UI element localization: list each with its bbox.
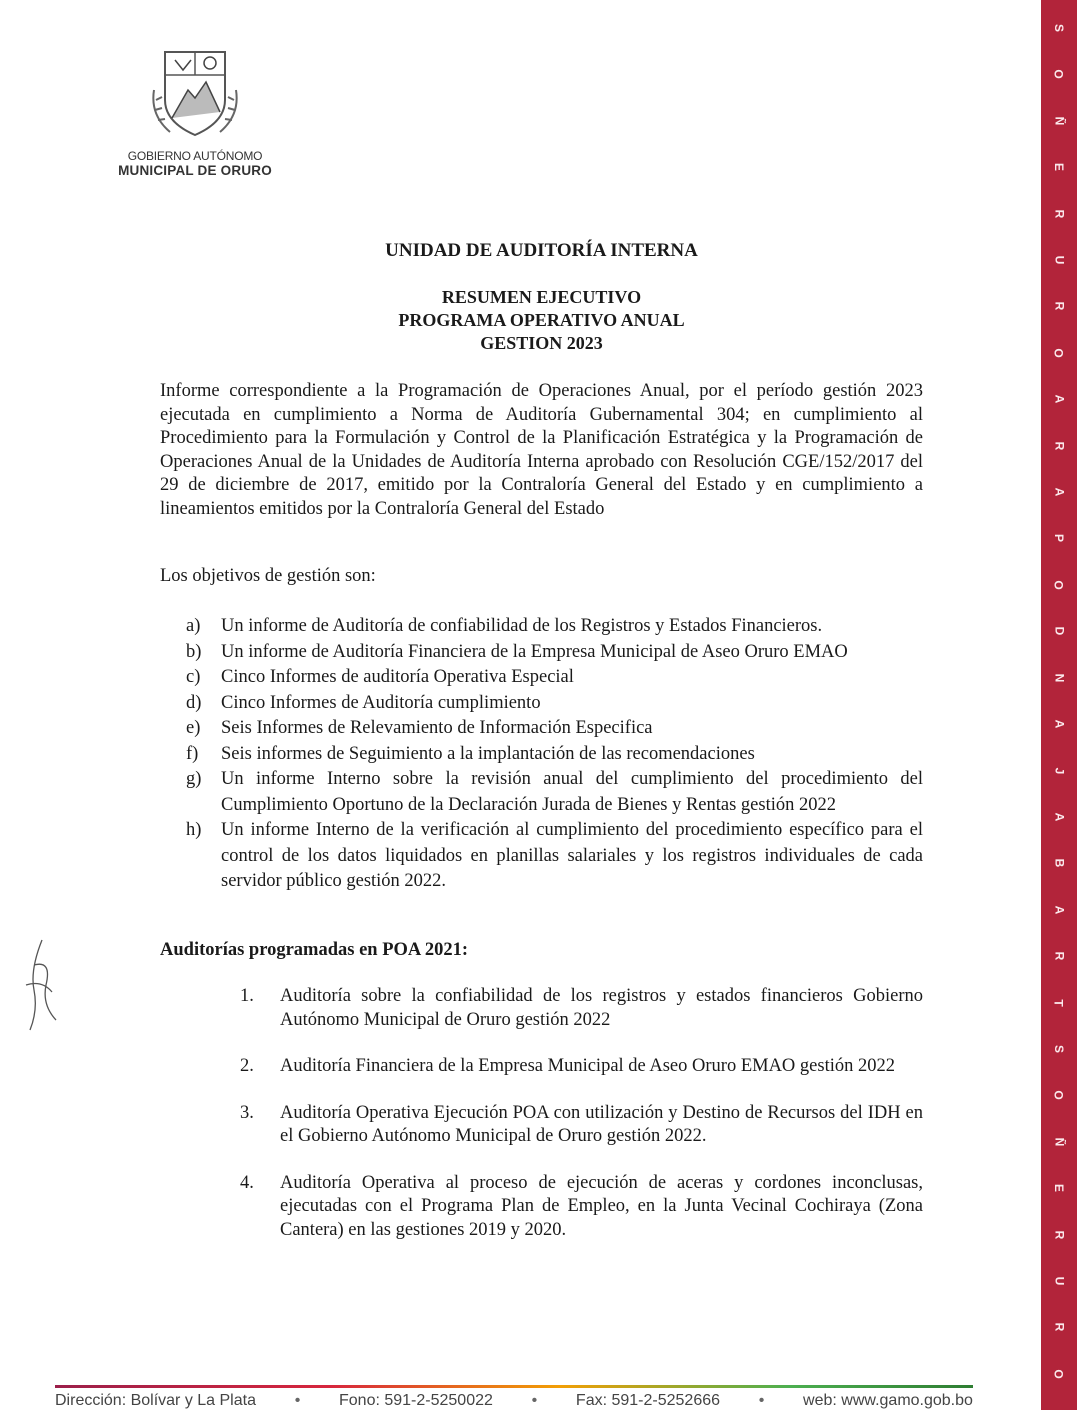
list-marker: g) xyxy=(186,769,202,789)
banner-letter: O xyxy=(1052,1090,1066,1101)
subtitle-line-3: GESTION 2023 xyxy=(480,333,603,353)
banner-letter: A xyxy=(1051,394,1066,404)
list-marker: 4. xyxy=(240,1172,254,1193)
objectives-intro: Los objetivos de gestión son: xyxy=(160,566,376,586)
list-item-text: Un informe Interno de la verificación al cumplimiento del procedimiento específico para el control de los datos liquidados en planillas salariales y los registros individuales de cada servidor público gestión 2022. xyxy=(221,820,923,891)
banner-letter: O xyxy=(1052,580,1066,590)
footer-web-link[interactable]: web: www.gamo.gob.bo xyxy=(803,1392,973,1409)
list-item-text: Un informe de Auditoría Financiera de la Empresa Municipal de Aseo Oruro EMAO xyxy=(221,641,848,662)
footer-fax: Fax: 591-2-5252666 xyxy=(575,1392,721,1409)
objectives-list xyxy=(186,614,923,895)
list-marker: f) xyxy=(186,743,199,764)
banner-letter: R xyxy=(1051,209,1066,218)
footer-separator: • xyxy=(758,1392,765,1409)
banner-letter: R xyxy=(1051,951,1066,961)
list-item-text: Auditoría sobre la confiabilidad de los registros y estados financieros Gobierno Autónomo Municipal de Oruro gestión 2022 xyxy=(280,986,923,1030)
subtitle-line-2: PROGRAMA OPERATIVO ANUAL xyxy=(398,310,685,330)
programmed-audit-item xyxy=(240,985,923,1032)
banner-letter: A xyxy=(1051,812,1066,822)
banner-letter: T xyxy=(1052,998,1066,1007)
list-item-text: Auditoría Financiera de la Empresa Municipal de Aseo Oruro EMAO gestión 2022 xyxy=(280,1056,895,1076)
banner-letter: B xyxy=(1051,858,1066,868)
list-marker: c) xyxy=(186,667,201,687)
banner-letter: Ñ xyxy=(1051,116,1066,126)
banner-letter: D xyxy=(1051,626,1066,636)
list-marker: 1. xyxy=(240,986,254,1006)
list-marker: d) xyxy=(186,692,202,713)
programmed-audits-title: Auditorías programadas en POA 2021: xyxy=(160,940,469,960)
side-banner xyxy=(1041,0,1077,1410)
objective-item xyxy=(186,818,923,895)
coat-of-arms-icon xyxy=(140,40,250,145)
footer-separator: • xyxy=(531,1392,538,1409)
banner-letter: N xyxy=(1051,673,1066,683)
handwritten-signature xyxy=(12,930,72,1045)
banner-letter: R xyxy=(1051,1230,1066,1239)
logo-line-1: GOBIERNO AUTÓNOMO xyxy=(127,149,263,163)
list-marker: b) xyxy=(186,641,202,662)
list-item-text: Auditoría Operativa Ejecución POA con utilización y Destino de Recursos del IDH en el Gobierno Autónomo Municipal de Oruro gestión 2022. xyxy=(280,1102,923,1146)
footer xyxy=(55,1392,973,1410)
list-marker: e) xyxy=(186,718,201,738)
banner-letter: R xyxy=(1051,441,1066,450)
programmed-audit-item xyxy=(240,1172,923,1243)
list-marker: 3. xyxy=(240,1102,254,1123)
logo-line-2: MUNICIPAL DE ORURO xyxy=(118,163,272,178)
programmed-audit-item xyxy=(240,1102,923,1149)
banner-letter: A xyxy=(1051,487,1066,497)
banner-letter: U xyxy=(1051,255,1066,265)
banner-letter: J xyxy=(1052,767,1066,774)
banner-letter: S xyxy=(1051,1044,1066,1053)
footer-divider xyxy=(55,1385,973,1388)
banner-letter: O xyxy=(1052,348,1066,358)
subtitle-block xyxy=(160,286,923,355)
intro-paragraph: Informe correspondiente a la Programación de Operaciones Anual, por el período gestión 2023 ejecutada en cumplimiento a Norma de Auditoría Gubernamental 304; en cumplimiento al Procedimiento para la Formulación y Control de la Planificación Estratégica y la Programación de Operaciones Anual de la Unidades de Auditoría Interna aprobado con Resolución CGE/152/2017 del 29 de diciembre de 2017, emitido por la Contraloría General del Estado y en cumplimiento a lineamientos emitidos por la Contraloría General del Estado xyxy=(160,381,923,519)
list-marker: h) xyxy=(186,820,202,840)
footer-separator: • xyxy=(294,1392,301,1409)
banner-letter: O xyxy=(1052,1369,1066,1379)
banner-letter: P xyxy=(1051,534,1066,543)
banner-letter: R xyxy=(1051,302,1066,311)
banner-letter: R xyxy=(1051,1323,1066,1332)
list-item-text: Seis Informes de Relevamiento de Información Especifica xyxy=(221,718,653,738)
list-item-text: Cinco Informes de auditoría Operativa Especial xyxy=(221,667,574,687)
list-item-text: Un informe Interno sobre la revisión anual del cumplimiento del procedimiento del Cumplimiento Oportuno de la Declaración Jurada de Bienes y Rentas gestión 2022 xyxy=(221,769,923,815)
municipal-logo xyxy=(100,40,290,178)
footer-address: Dirección: Bolívar y La Plata xyxy=(55,1392,256,1409)
subtitle-line-1: RESUMEN EJECUTIVO xyxy=(441,287,642,307)
objective-item xyxy=(186,665,923,691)
objective-item xyxy=(186,716,923,742)
banner-letter: A xyxy=(1051,719,1066,729)
programmed-audits-list xyxy=(240,985,923,1265)
banner-letter: S xyxy=(1051,23,1066,33)
objective-item xyxy=(186,691,923,717)
objective-item xyxy=(186,742,923,768)
list-item-text: Cinco Informes de Auditoría cumplimiento xyxy=(221,692,541,713)
objective-item xyxy=(186,640,923,666)
banner-letter: Ñ xyxy=(1051,1137,1066,1147)
banner-letter: O xyxy=(1052,69,1066,80)
programmed-audit-item xyxy=(240,1055,923,1079)
banner-letter: E xyxy=(1051,1184,1066,1193)
objective-item xyxy=(186,614,923,640)
list-marker: a) xyxy=(186,616,201,636)
objective-item xyxy=(186,767,923,818)
list-item-text: Seis informes de Seguimiento a la implantación de las recomendaciones xyxy=(221,743,755,764)
page-title: UNIDAD DE AUDITORÍA INTERNA xyxy=(385,240,698,261)
list-item-text: Auditoría Operativa al proceso de ejecución de aceras y cordones inconclusas, ejecutadas con el Programa Plan de Empleo, en la Junta Vecinal Cochiraya (Zona Cantera) en las gestiones 2019 y 2020. xyxy=(280,1172,923,1240)
list-marker: 2. xyxy=(240,1056,254,1076)
banner-letter: A xyxy=(1051,905,1066,915)
footer-phone: Fono: 591-2-5250022 xyxy=(339,1392,493,1409)
list-item-text: Un informe de Auditoría de confiabilidad de los Registros y Estados Financieros. xyxy=(221,616,823,636)
banner-letter: U xyxy=(1051,1276,1066,1286)
banner-letter: E xyxy=(1051,163,1066,172)
